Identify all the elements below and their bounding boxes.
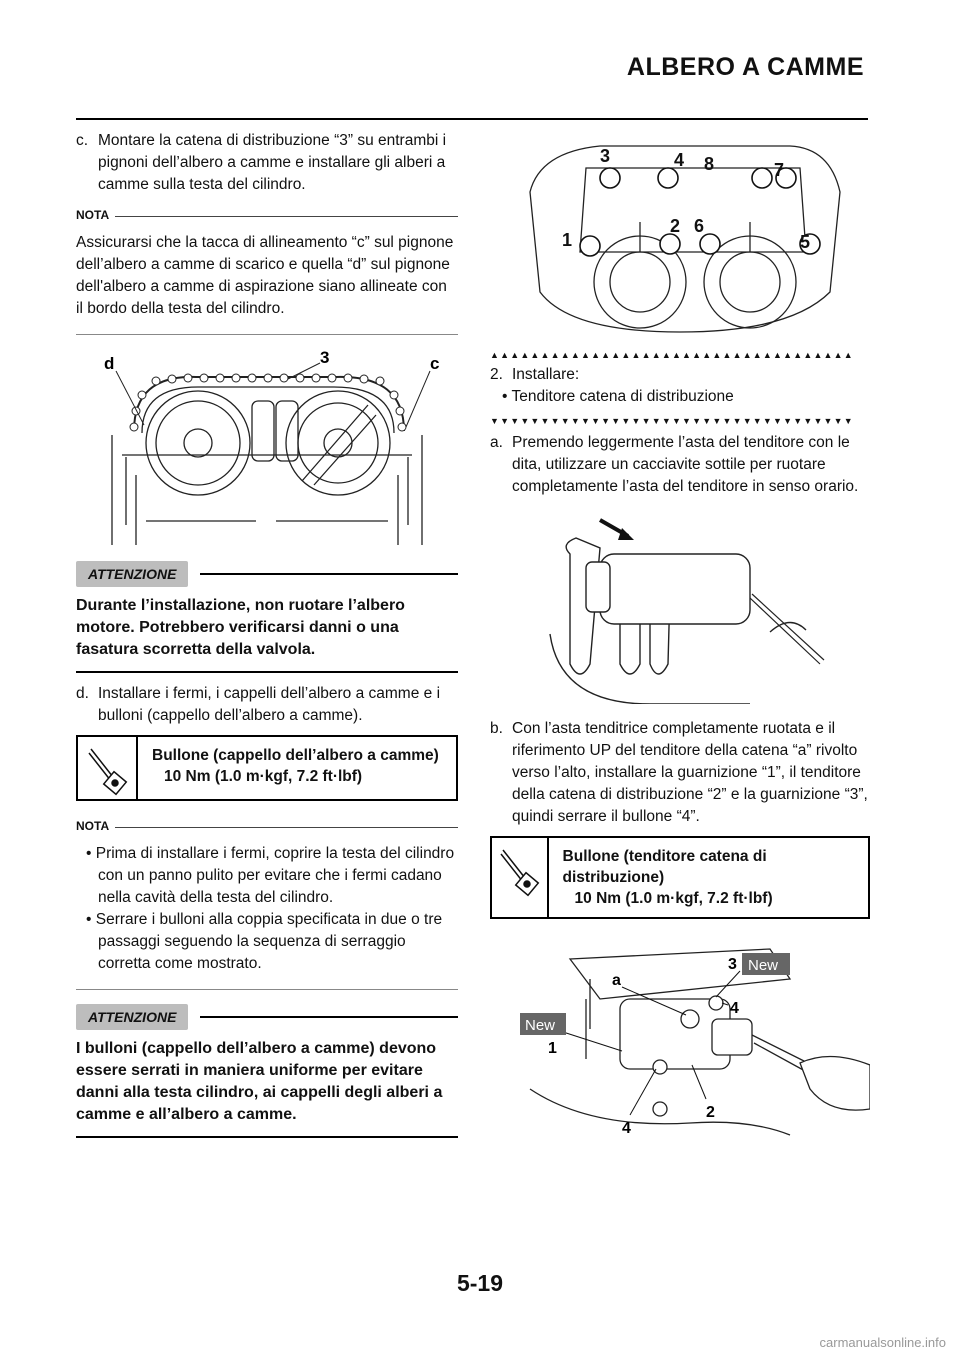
label-3: 3 bbox=[320, 348, 330, 367]
seq-label-3: 3 bbox=[600, 146, 611, 166]
page-number: 5-19 bbox=[456, 1270, 504, 1296]
step-b: b. Con l’asta tenditrice completamente ruotata e il riferimento UP del tenditore della catena “a” rivolto verso l’alto, installare la guarnizione “1”, il tenditore della catena di distribuzione “2” e la guarnizione “3”, quindi serrare il bullone “4”. bbox=[490, 720, 868, 825]
label-1: 1 bbox=[548, 1040, 557, 1057]
right-column bbox=[490, 132, 870, 1139]
torque-value-1: 10 Nm (1.0 m·kgf, 7.2 ft·lbf) bbox=[164, 768, 363, 785]
nota-end-rule-2 bbox=[76, 989, 458, 990]
label-4: 4 bbox=[730, 1000, 739, 1017]
camshaft-chain-figure bbox=[76, 335, 458, 551]
attention-text-2: I bulloni (cappello dell’albero a camme) devono essere serrati in maniera uniforme per evitare danni alla testa cilindro, ai cappelli degli alberi a camme e all’albero a camme. bbox=[76, 1040, 443, 1123]
seq-label-1: 1 bbox=[562, 230, 573, 250]
tensioner-rod-figure bbox=[490, 514, 870, 704]
page-title: ALBERO A CAMME bbox=[626, 53, 864, 81]
seq-label-5: 5 bbox=[800, 232, 811, 252]
new-badge: New bbox=[748, 957, 779, 974]
seq-label-6: 6 bbox=[694, 216, 705, 236]
attention-end-rule-1 bbox=[76, 671, 458, 673]
torque-value-2: 10 Nm (1.0 m·kgf, 7.2 ft·lbf) bbox=[574, 890, 773, 907]
header-rule bbox=[76, 118, 868, 120]
label-2: 2 bbox=[706, 1104, 715, 1121]
nota-text: Assicurarsi che la tacca di allineamento “c” sul pignone dell’albero a camme di scarico e quella “d” sul pignone dell'albero a camme di aspirazione siano allineate con il bordo della testa del cilindro. bbox=[76, 234, 454, 317]
seq-label-8: 8 bbox=[704, 154, 715, 174]
section-start-triangles: ▲▲▲▲▲▲▲▲▲▲▲▲▲▲▲▲▲▲▲▲▲▲▲▲▲▲▲▲▲▲▲▲▲▲▲▲ bbox=[490, 350, 854, 360]
label-3: 3 bbox=[728, 956, 737, 973]
seq-label-4: 4 bbox=[674, 150, 685, 170]
watermark: carmanualsonline.info bbox=[819, 1335, 946, 1350]
torque-name-1: Bullone (cappello dell’albero a camme) bbox=[152, 747, 439, 764]
step-d: d. Installare i fermi, i cappelli dell’albero a camme e i bulloni (cappello dell’albero a camme). bbox=[76, 685, 441, 724]
torque-spec-1 bbox=[76, 735, 458, 801]
nota-heading-2: NOTA bbox=[76, 815, 458, 837]
step-a: a. Premendo leggermente l’asta del tenditore con le dita, utilizzare un cacciavite sottile per ruotare completamente l’asta del tenditore in senso orario. bbox=[490, 434, 859, 495]
torque-name-2: Bullone (tenditore catena di distribuzione) bbox=[562, 848, 767, 886]
left-column bbox=[76, 130, 458, 1138]
seq-label-7: 7 bbox=[774, 160, 785, 180]
nota-bullet: • Prima di installare i fermi, coprire la testa del cilindro con un panno pulito per evitare che i fermi cadano nella cavità della testa del cilindro. bbox=[86, 845, 455, 906]
label-a: a bbox=[612, 972, 621, 989]
nota-bullet: • Serrare i bulloni alla coppia specificata in due o tre passaggi seguendo la sequenza di serraggio corretta come mostrato. bbox=[86, 911, 443, 972]
attention-end-rule-2 bbox=[76, 1136, 458, 1138]
torque-spec-2 bbox=[490, 836, 870, 919]
nota-heading: NOTA bbox=[76, 204, 458, 226]
section-end-triangles: ▼▼▼▼▼▼▼▼▼▼▼▼▼▼▼▼▼▼▼▼▼▼▼▼▼▼▼▼▼▼▼▼▼▼▼▼ bbox=[490, 416, 854, 426]
tightening-sequence-figure bbox=[490, 132, 870, 342]
step-2-item: • Tenditore catena di distribuzione bbox=[502, 388, 734, 405]
tensioner-install-figure bbox=[490, 939, 870, 1139]
seq-label-2: 2 bbox=[670, 216, 681, 236]
torque-wrench-icon bbox=[492, 838, 549, 917]
step-2: 2. Installare: bbox=[490, 366, 580, 383]
attention-text-1: Durante l’installazione, non ruotare l’albero motore. Potrebbero verificarsi danni o una fasatura scorretta della valvola. bbox=[76, 597, 405, 658]
new-badge: New bbox=[525, 1017, 556, 1034]
attention-heading-2: ATTENZIONE bbox=[76, 1004, 458, 1030]
label-c: c bbox=[430, 354, 440, 373]
attention-heading-1: ATTENZIONE bbox=[76, 561, 458, 587]
torque-wrench-icon bbox=[78, 737, 138, 799]
label-4: 4 bbox=[622, 1120, 631, 1137]
step-c: c. Montare la catena di distribuzione “3” su entrambi i pignoni dell’albero a camme e installare gli alberi a camme sulla testa del cilindro. bbox=[76, 132, 447, 193]
label-d: d bbox=[104, 354, 115, 373]
